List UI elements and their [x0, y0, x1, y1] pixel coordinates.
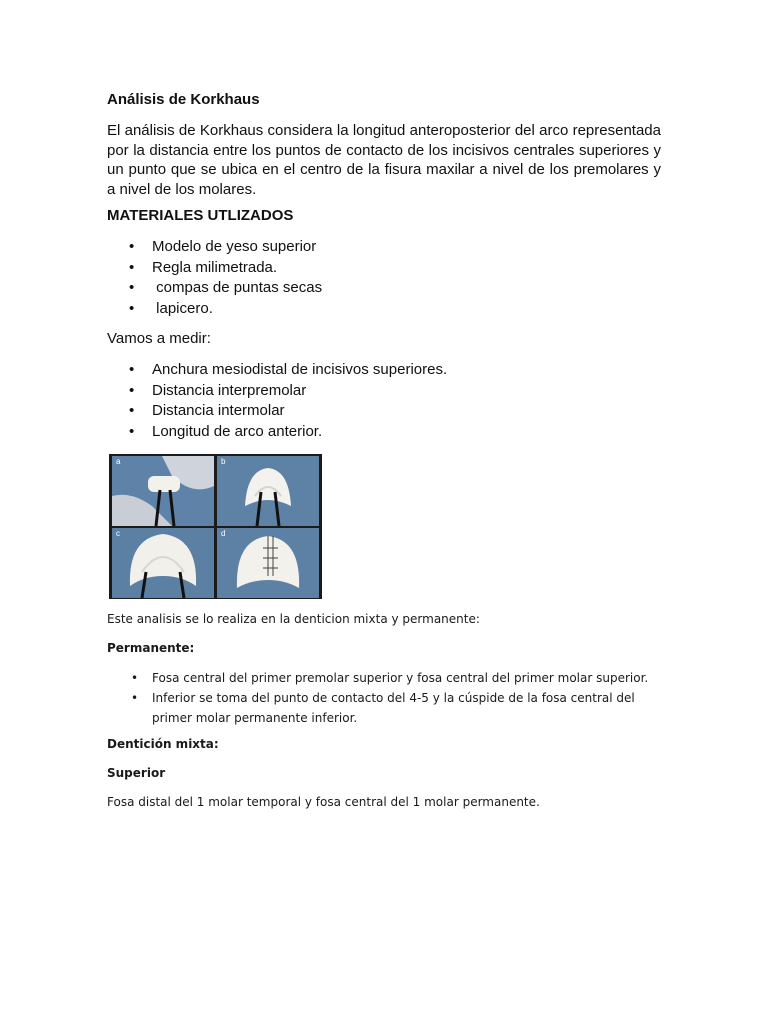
list-item: • Distancia interpremolar: [107, 381, 447, 402]
photo-panel-b: [217, 456, 319, 526]
photo-panel-a: [112, 456, 214, 526]
list-item: • Modelo de yeso superior: [107, 237, 322, 258]
mixed-dentition-heading: Dentición mixta:: [107, 737, 219, 751]
document-title: Análisis de Korkhaus: [107, 91, 260, 108]
upper-heading: Superior: [107, 766, 166, 780]
list-item: • lapicero.: [107, 299, 322, 320]
permanent-list: [107, 668, 661, 728]
analysis-note: Este analisis se lo realiza en la denticion mixta y permanente:: [107, 612, 480, 626]
list-item: • Anchura mesiodistal de incisivos superiores.: [107, 360, 447, 381]
materials-list: [107, 237, 322, 319]
list-item: • Distancia intermolar: [107, 401, 447, 422]
list-item: • compas de puntas secas: [107, 278, 322, 299]
list-item: • Longitud de arco anterior.: [107, 422, 447, 443]
upper-paragraph: Fosa distal del 1 molar temporal y fosa central del 1 molar permanente.: [107, 795, 540, 809]
panel-label: c: [116, 529, 120, 538]
list-item: • Inferior se toma del punto de contacto del 4-5 y la cúspide de la fosa central del primer molar permanente inferior.: [107, 688, 661, 728]
intro-paragraph: El análisis de Korkhaus considera la longitud anteroposterior del arco representada por la distancia entre los puntos de contacto de los incisivos centrales superiores y un punto que se ubica en el centro de la fisura maxilar a nivel de los premolares y a nivel de los molares.: [107, 122, 661, 198]
list-item: • Regla milimetrada.: [107, 258, 322, 279]
permanent-heading: Permanente:: [107, 641, 195, 655]
measures-list: [107, 360, 447, 442]
list-item: • Fosa central del primer premolar superior y fosa central del primer molar superior.: [107, 668, 661, 688]
materials-heading: MATERIALES UTLIZADOS: [107, 207, 294, 224]
panel-label: d: [221, 529, 226, 538]
photo-panel-c: [112, 528, 214, 598]
photo-panel-d: [217, 528, 319, 598]
panel-label: b: [221, 457, 226, 466]
measurement-photos-figure: [109, 454, 322, 599]
measure-heading: Vamos a medir:: [107, 330, 211, 347]
panel-label: a: [116, 457, 121, 466]
